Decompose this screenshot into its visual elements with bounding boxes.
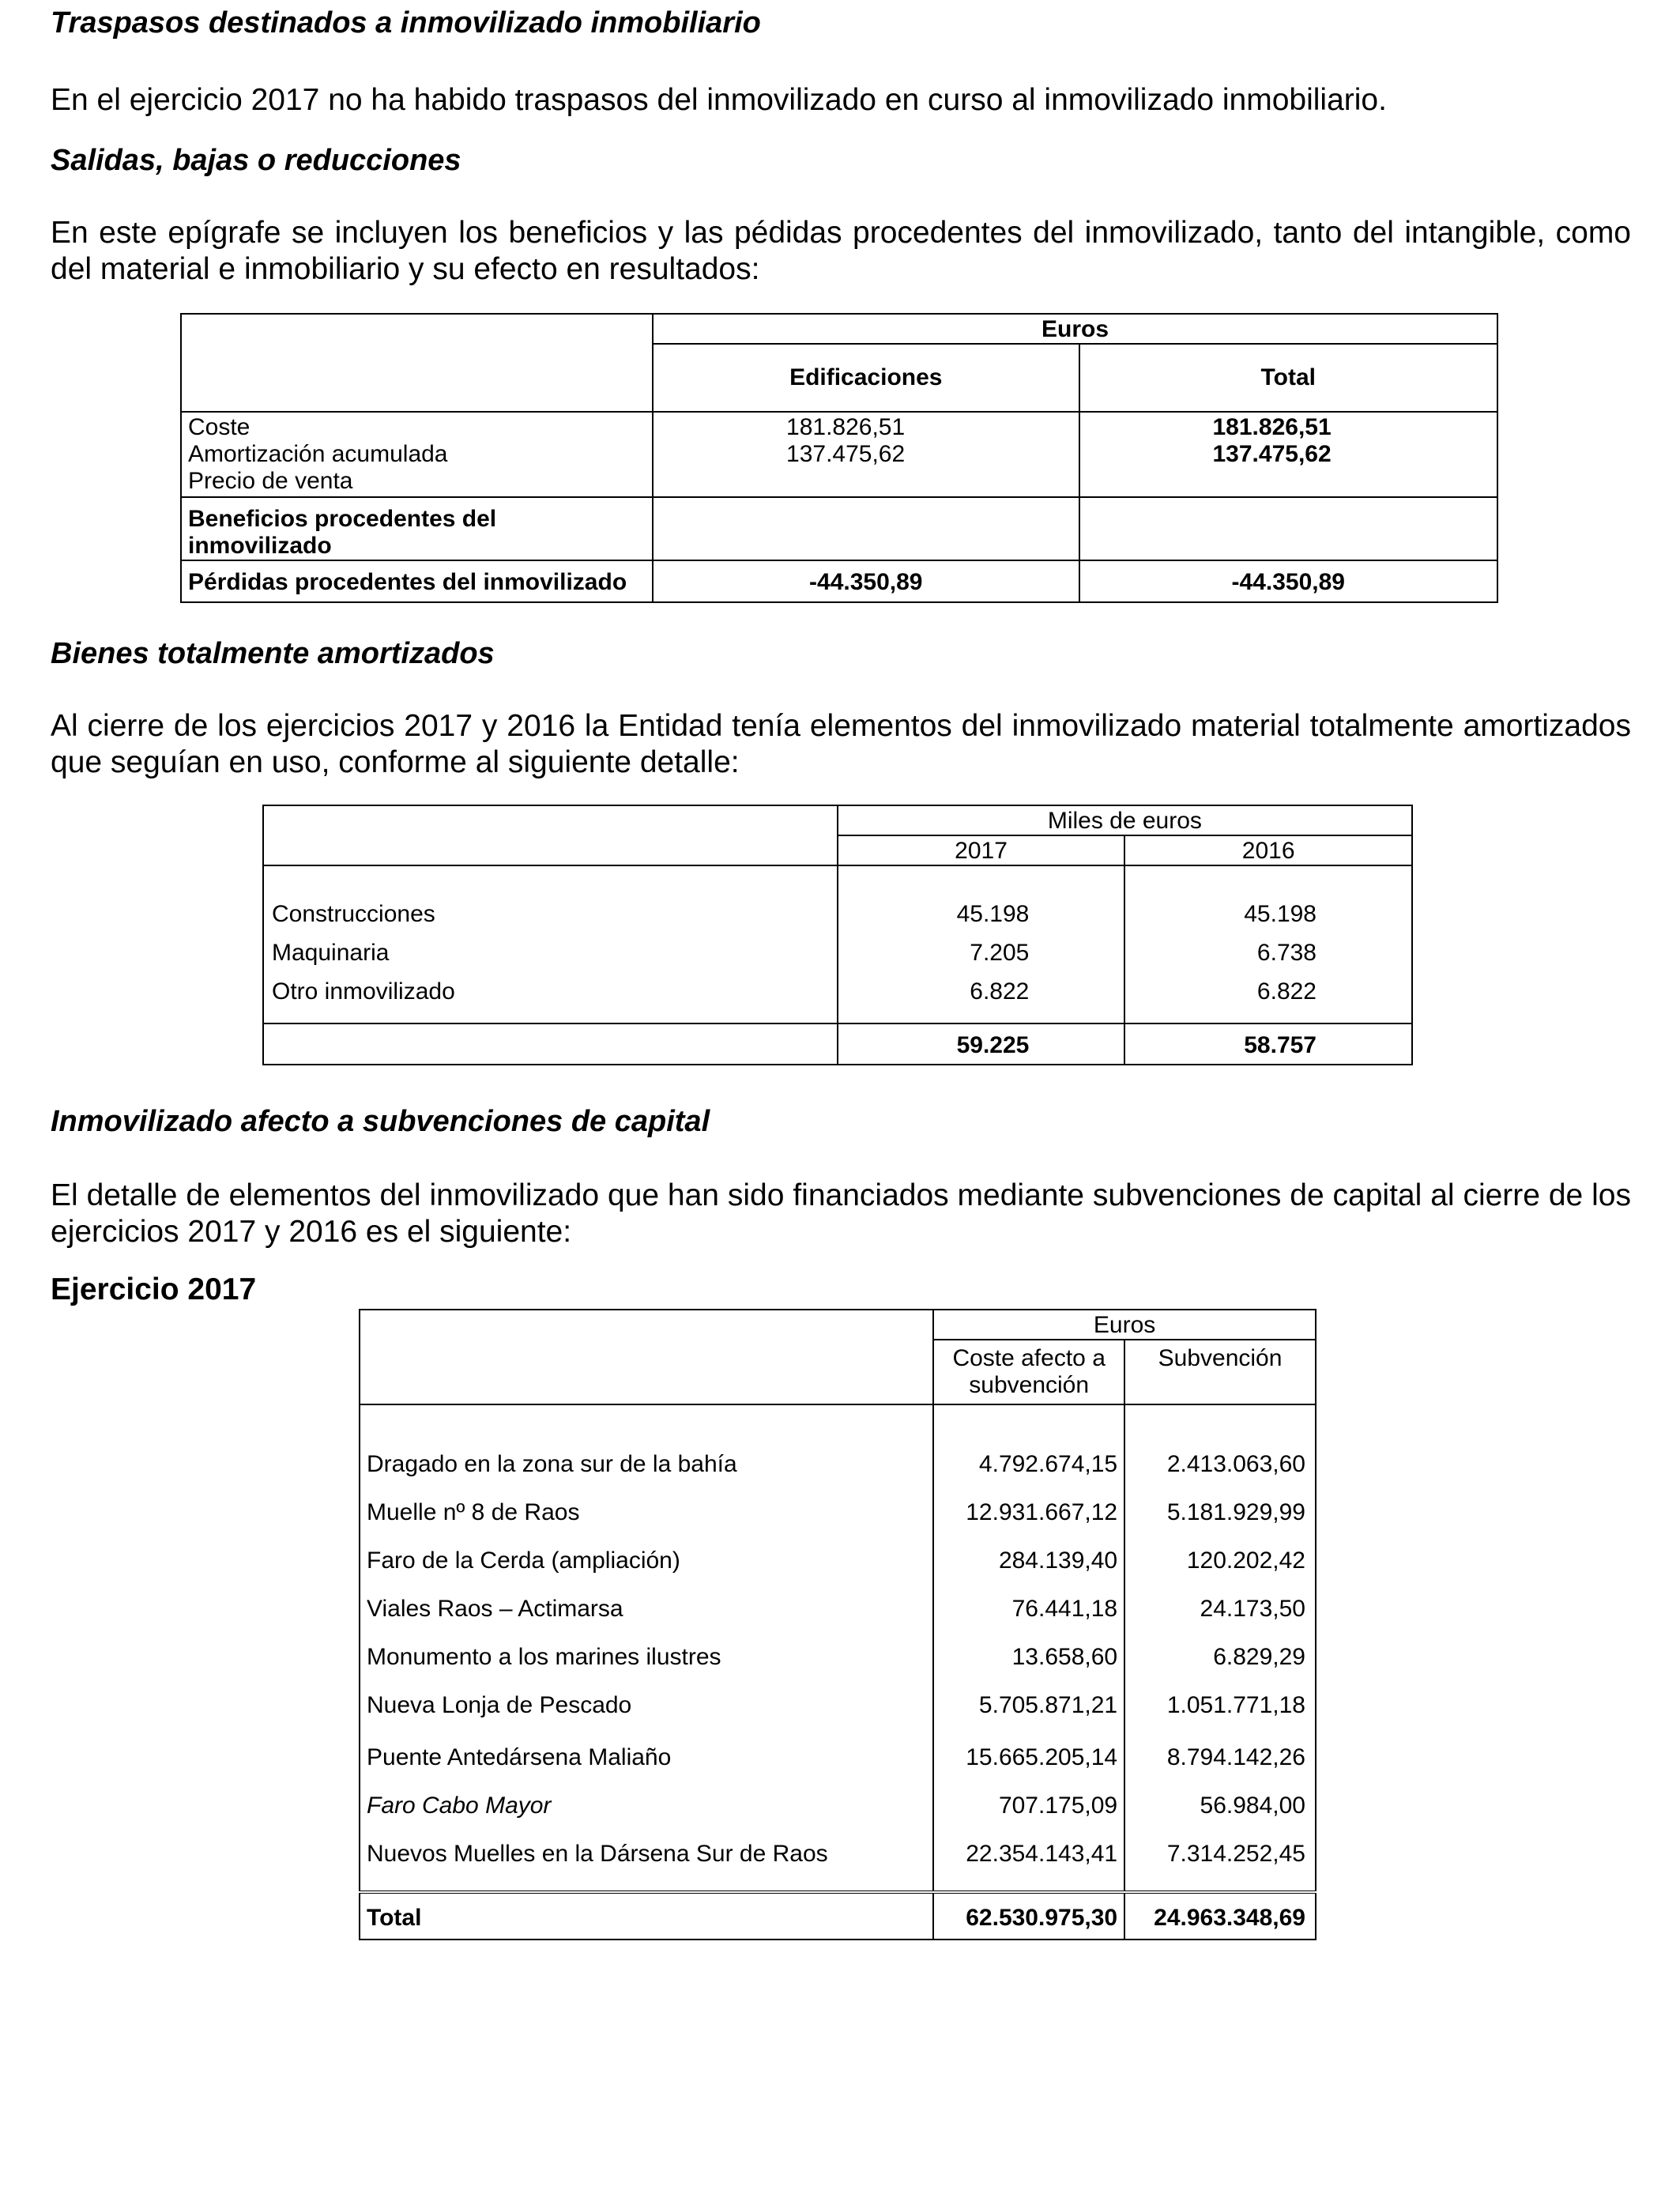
table-subvenciones — [359, 1309, 1317, 1940]
table-bienes-amortizados — [262, 805, 1413, 1065]
cell-perdidas-edificaciones: -44.350,89 — [653, 560, 1079, 602]
cell-nuevos-muelles-subvencion: 7.314.252,45 — [1166, 1841, 1305, 1867]
cell-perdidas-total: -44.350,89 — [1079, 560, 1498, 602]
column-header-coste-afecto: Coste afecto a subvención — [933, 1340, 1124, 1404]
cell-nueva-lonja-coste: 5.705.871,21 — [978, 1692, 1118, 1718]
column-header-edificaciones: Edificaciones — [653, 344, 1079, 412]
row-label-perdidas: Pérdidas procedentes del inmovilizado — [181, 560, 653, 602]
cell-total-2016: 58.757 — [1124, 1023, 1412, 1065]
row-label-monumento: Monumento a los marines ilustres — [367, 1644, 721, 1670]
paragraph-traspasos: En el ejercicio 2017 no ha habido traspasos del inmovilizado en curso al inmovilizado inmobiliario. — [51, 83, 1387, 117]
cell-maquinaria-2016: 6.738 — [1256, 940, 1317, 966]
row-label-amortizacion: Amortización acumulada — [188, 441, 448, 467]
row-label-maquinaria: Maquinaria — [272, 940, 390, 966]
subheading-ejercicio: Ejercicio 2017 — [51, 1272, 257, 1306]
column-header-subvencion: Subvención — [1124, 1340, 1316, 1404]
table-group-header: Miles de euros — [838, 805, 1412, 835]
cell-faro-cabo-mayor-coste: 707.175,09 — [998, 1793, 1118, 1819]
heading-subvenciones: Inmovilizado afecto a subvenciones de capital — [51, 1105, 710, 1138]
cell-muelle-8-subvencion: 5.181.929,99 — [1166, 1499, 1305, 1525]
cell-puente-subvencion: 8.794.142,26 — [1166, 1744, 1305, 1770]
column-header-2016: 2016 — [1124, 835, 1412, 865]
row-label-dragado: Dragado en la zona sur de la bahía — [367, 1451, 737, 1477]
cell-total-2017: 59.225 — [838, 1023, 1125, 1065]
cell-monumento-coste: 13.658,60 — [1011, 1644, 1118, 1670]
cell-amortizacion-edificaciones: 137.475,62 — [786, 441, 906, 467]
cell-nuevos-muelles-coste: 22.354.143,41 — [966, 1841, 1118, 1867]
row-label-nuevos-muelles: Nuevos Muelles en la Dársena Sur de Raos — [367, 1841, 828, 1867]
row-label-muelle-8: Muelle nº 8 de Raos — [367, 1499, 580, 1525]
cell-maquinaria-2017: 7.205 — [970, 940, 1030, 966]
cell-coste-edificaciones: 181.826,51 — [786, 414, 906, 440]
heading-traspasos: Traspasos destinados a inmovilizado inmobiliario — [51, 6, 761, 40]
column-header-2017: 2017 — [838, 835, 1125, 865]
row-label-puente: Puente Antedársena Maliaño — [367, 1744, 672, 1770]
cell-nueva-lonja-subvencion: 1.051.771,18 — [1166, 1692, 1305, 1718]
row-label-beneficios: Beneficios procedentes del inmovilizado — [181, 497, 653, 560]
table-group-header: Euros — [653, 314, 1497, 344]
cell-faro-cerda-coste: 284.139,40 — [998, 1547, 1118, 1574]
row-label-precio-venta: Precio de venta — [188, 468, 353, 494]
row-label-faro-cerda: Faro de la Cerda (ampliación) — [367, 1547, 680, 1574]
cell-total-subvencion: 24.963.348,69 — [1124, 1892, 1316, 1940]
table-group-header: Euros — [933, 1310, 1316, 1340]
cell-coste-total: 181.826,51 — [1212, 414, 1332, 440]
paragraph-bienes-amortizados: Al cierre de los ejercicios 2017 y 2016 la Entidad tenía elementos del inmovilizado material totalmente amortizados que seguían en uso, conforme al siguiente detalle: — [51, 709, 1631, 779]
row-label-viales-raos: Viales Raos – Actimarsa — [367, 1596, 623, 1622]
cell-beneficios-total — [1079, 497, 1498, 560]
cell-dragado-coste: 4.792.674,15 — [978, 1451, 1118, 1477]
table-row — [181, 412, 1497, 497]
heading-salidas: Salidas, bajas o reducciones — [51, 144, 461, 177]
cell-beneficios-edificaciones — [653, 497, 1079, 560]
cell-amortizacion-total: 137.475,62 — [1212, 441, 1332, 467]
cell-construcciones-2016: 45.198 — [1244, 901, 1317, 927]
paragraph-salidas: En este epígrafe se incluyen los beneficios y las pédidas procedentes del inmovilizado, tanto del intangible, como del material e inmobiliario y su efecto en resultados: — [51, 216, 1631, 286]
row-label-coste: Coste — [188, 414, 250, 440]
cell-otro-2017: 6.822 — [970, 978, 1030, 1005]
row-label-nueva-lonja: Nueva Lonja de Pescado — [367, 1692, 632, 1718]
cell-faro-cerda-subvencion: 120.202,42 — [1186, 1547, 1305, 1574]
cell-viales-raos-subvencion: 24.173,50 — [1200, 1596, 1305, 1622]
cell-faro-cabo-mayor-subvencion: 56.984,00 — [1200, 1793, 1305, 1819]
row-label-construcciones: Construcciones — [272, 901, 435, 927]
cell-muelle-8-coste: 12.931.667,12 — [966, 1499, 1118, 1525]
row-label-faro-cabo-mayor: Faro Cabo Mayor — [367, 1793, 552, 1819]
paragraph-subvenciones: El detalle de elementos del inmovilizado que han sido financiados mediante subvenciones de capital al cierre de los ejercicios 2017 y 2016 es el siguiente: — [51, 1178, 1631, 1249]
cell-puente-coste: 15.665.205,14 — [966, 1744, 1118, 1770]
column-header-total: Total — [1079, 344, 1498, 412]
table-salidas — [180, 313, 1498, 603]
cell-dragado-subvencion: 2.413.063,60 — [1166, 1451, 1305, 1477]
cell-construcciones-2017: 45.198 — [956, 901, 1030, 927]
cell-total-coste: 62.530.975,30 — [933, 1892, 1124, 1940]
cell-viales-raos-coste: 76.441,18 — [1011, 1596, 1118, 1622]
row-label-total: Total — [360, 1892, 933, 1940]
cell-otro-2016: 6.822 — [1256, 978, 1317, 1005]
heading-bienes-amortizados: Bienes totalmente amortizados — [51, 637, 495, 670]
cell-monumento-subvencion: 6.829,29 — [1213, 1644, 1305, 1670]
row-label-otro-inmovilizado: Otro inmovilizado — [272, 978, 455, 1005]
